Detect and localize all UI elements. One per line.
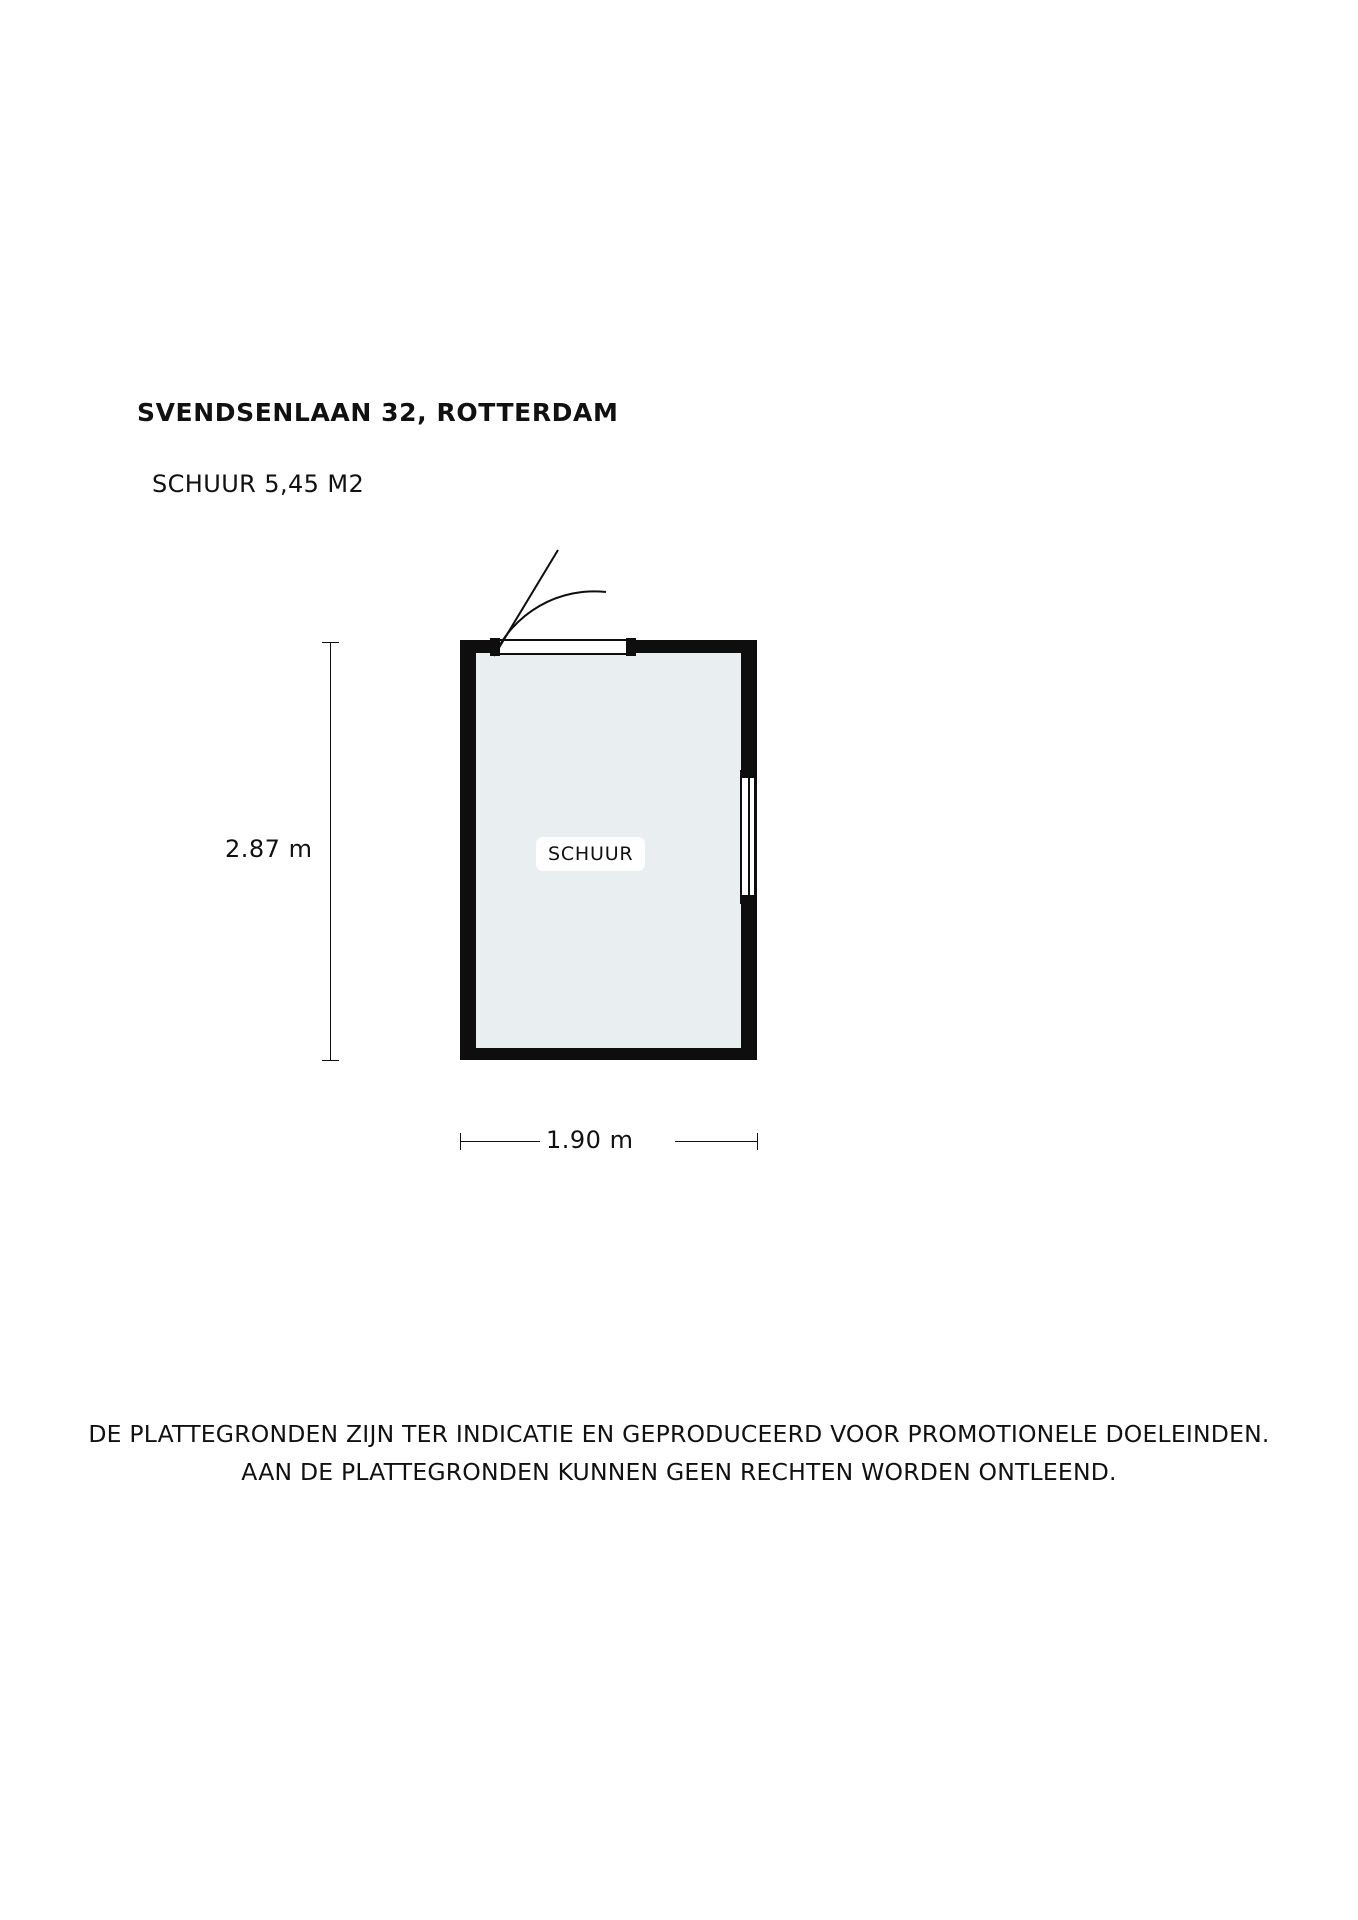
dimension-horizontal-line-left [460, 1141, 540, 1142]
dimension-vertical-cap-top [322, 642, 339, 643]
floorplan-drawing [225, 560, 860, 1180]
dimension-vertical-label: 2.87 m [225, 835, 313, 863]
disclaimer-line-2: AAN DE PLATTEGRONDEN KUNNEN GEEN RECHTEN WORDEN ONTLEEND. [241, 1458, 1117, 1486]
room-label-schuur: SCHUUR [536, 837, 645, 871]
page-subtitle: SCHUUR 5,45 M2 [152, 470, 365, 498]
window-cap-bottom [740, 895, 756, 904]
window-icon [740, 778, 756, 896]
dimension-horizontal-line-right [675, 1141, 757, 1142]
door-swing-icon [480, 540, 650, 660]
disclaimer [0, 1415, 1358, 1491]
dimension-horizontal-label: 1.90 m [546, 1126, 634, 1154]
dimension-vertical-cap-bottom [322, 1060, 339, 1061]
disclaimer-line-1: DE PLATTEGRONDEN ZIJN TER INDICATIE EN GEPRODUCEERD VOOR PROMOTIONELE DOELEINDEN. [88, 1420, 1270, 1448]
dimension-vertical-line [330, 642, 331, 1060]
page-title: SVENDSENLAAN 32, ROTTERDAM [137, 398, 619, 427]
dimension-horizontal-cap-right [757, 1133, 758, 1150]
